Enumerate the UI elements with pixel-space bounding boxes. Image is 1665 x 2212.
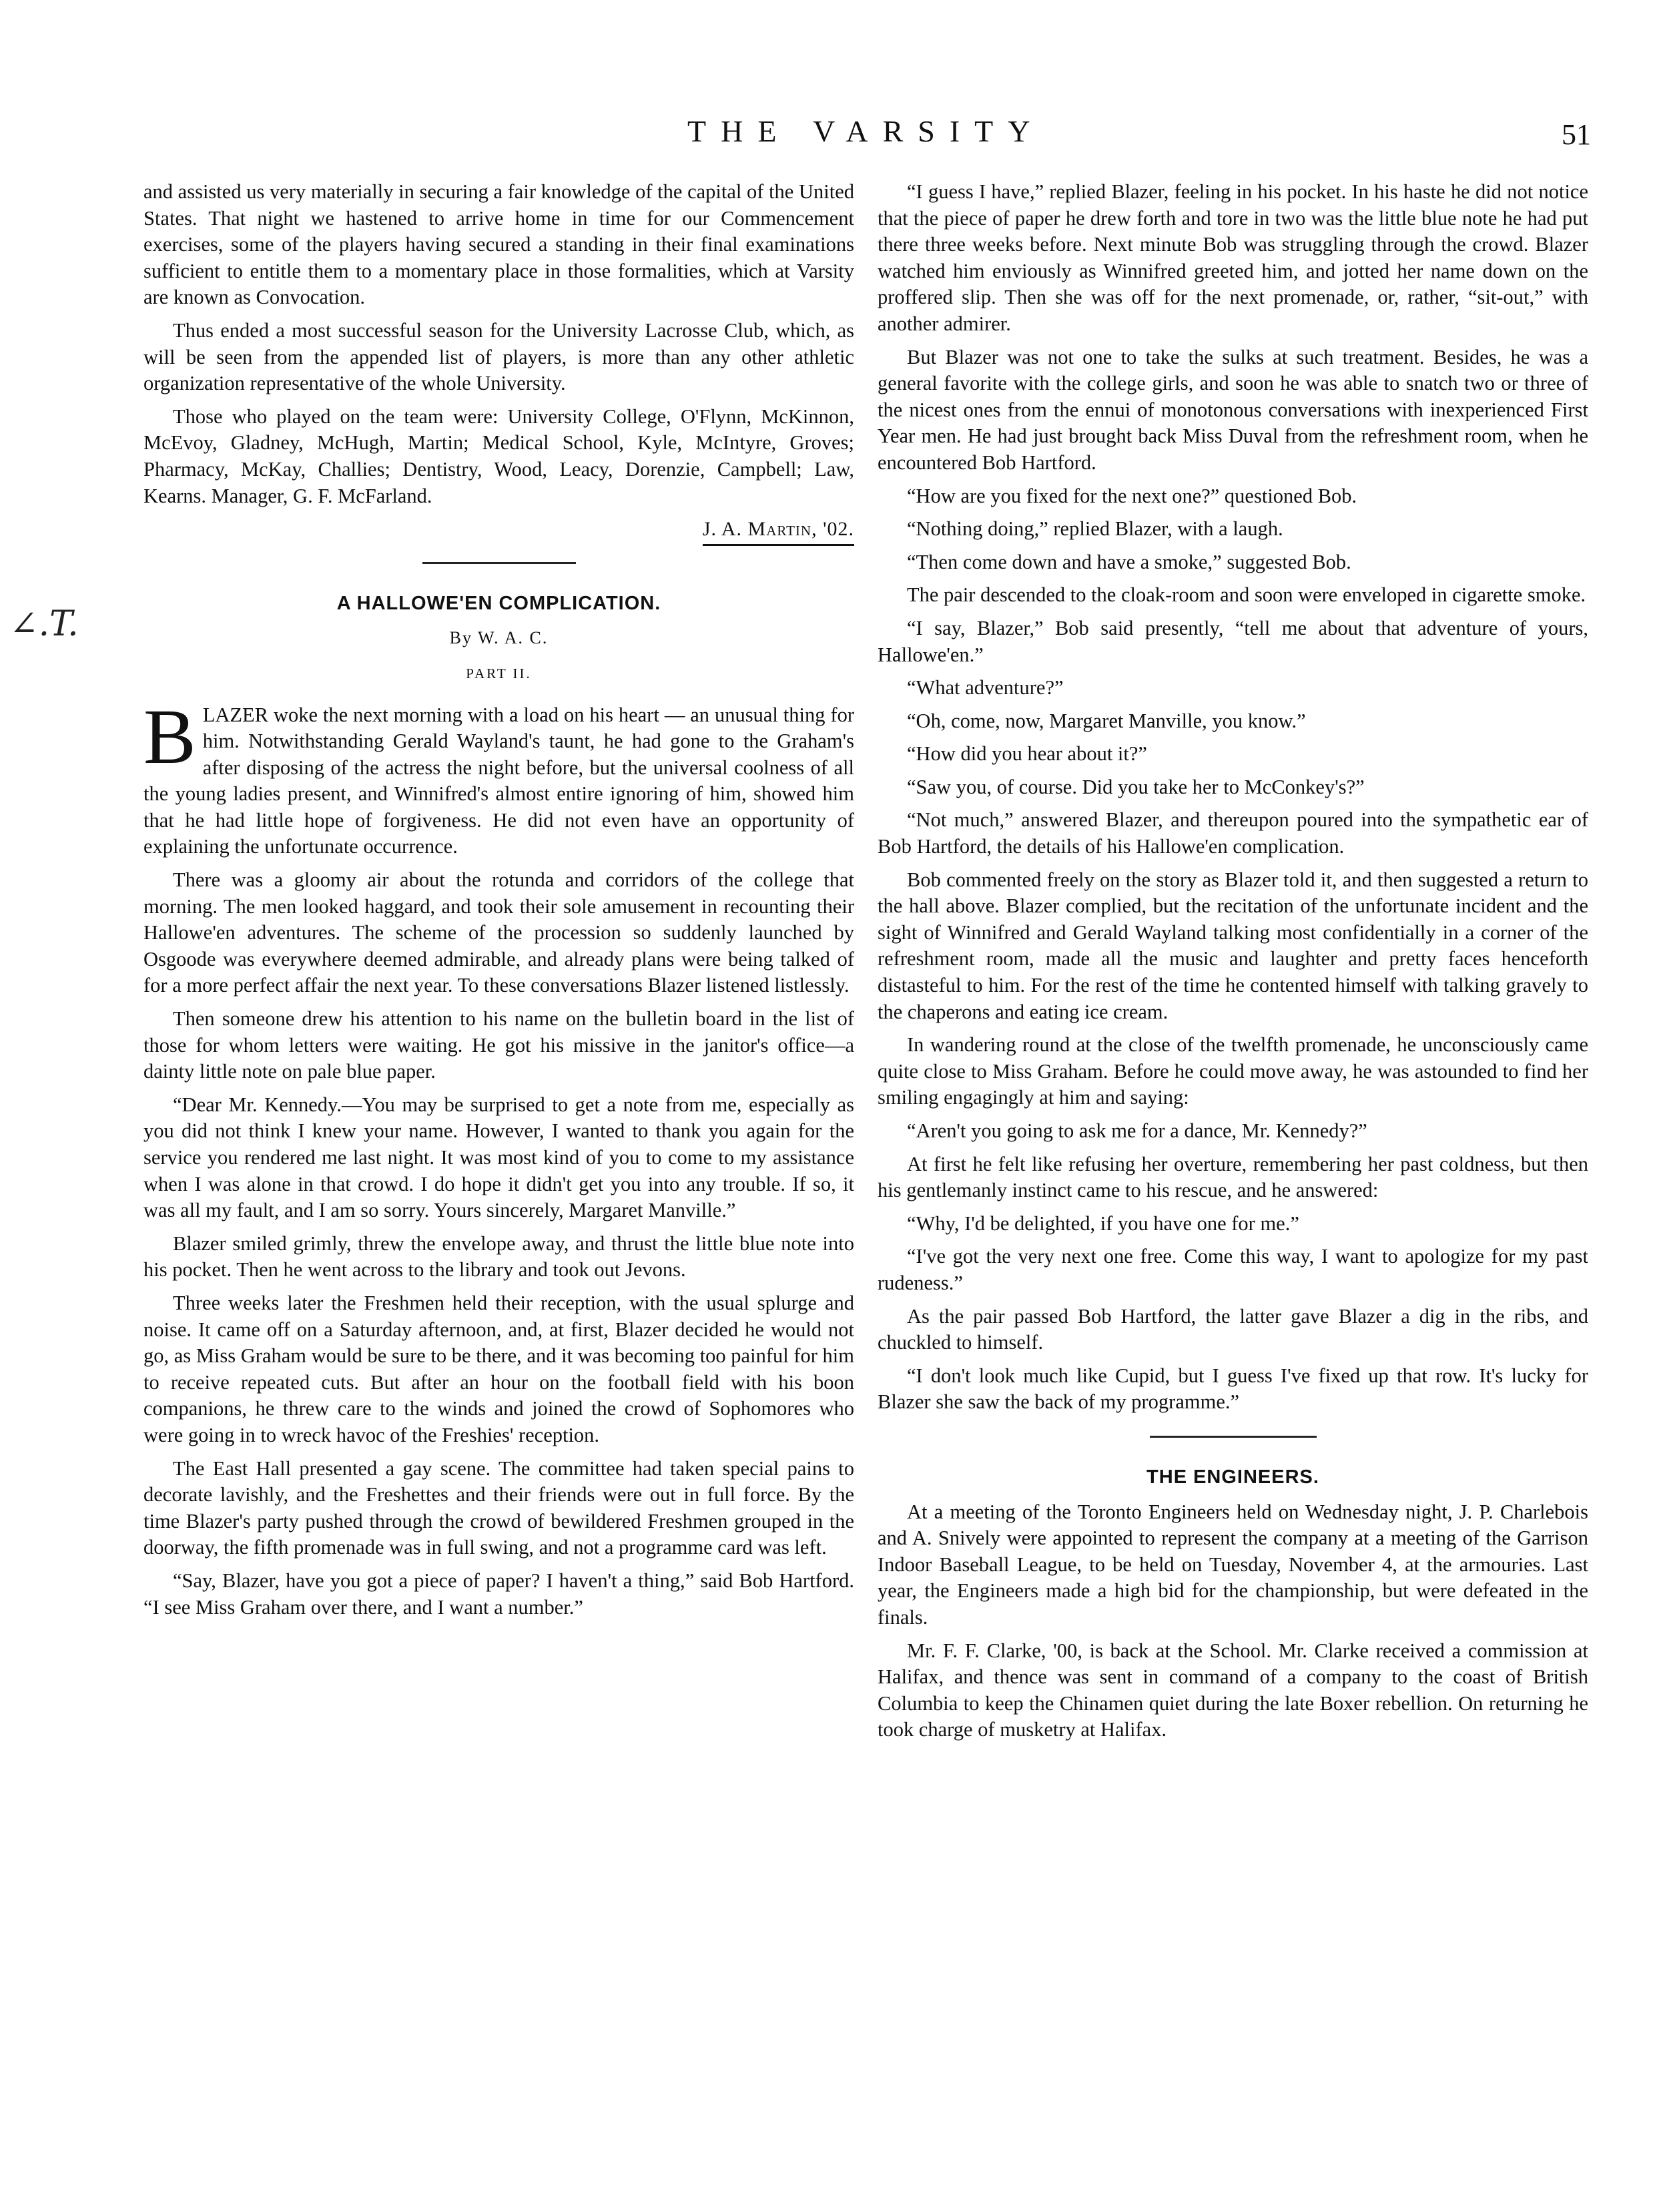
dialogue-line: “How did you hear about it?” [907,742,1147,766]
dialogue-line: “What adventure?” [907,676,1064,700]
page-number: 51 [1562,118,1591,151]
article-byline: By W. A. C. [449,628,549,648]
dialogue-line: “Saw you, of course. Did you take her to McConkey's?” [907,775,1365,798]
left-column [143,179,854,1627]
paragraph: Thus ended a most successful season for the University Lacrosse Club, which, as will be seen from the appended list of players, is more than any other athletic organization representative of the whole University. [143,318,854,395]
dialogue-line: “I don't look much like Cupid, but I guess I've fixed up that row. It's lucky for Blazer she saw the back of my programme.” [878,1364,1588,1414]
dialogue-line: “Then come down and have a smoke,” suggested Bob. [907,550,1351,573]
section-title: THE ENGINEERS. [1146,1466,1319,1488]
paragraph: In wandering round at the close of the twelfth promenade, he unconsciously came quite close to Miss Graham. Before he could move away, he was astounded to find her smiling engagingly at him and saying: [878,1033,1588,1109]
drop-cap: B [143,692,196,780]
masthead-title: THE VARSITY [687,114,1045,148]
paragraph: “Say, Blazer, have you got a piece of paper? I haven't a thing,” said Bob Hartford. “I see Miss Graham over there, and I want a number.” [143,1569,854,1619]
paragraph: Three weeks later the Freshmen held their reception, with the usual splurge and noise. It came off on a Saturday afternoon, and, at first, Blazer decided he would not go, as Miss Graham would be sure to be there, and it was becoming too painful for him to receive repeated cuts. But after an hour on the football field with his boon companions, he threw care to the winds and joined the crowd of Sophomores who were going in to wreck havoc of the Freshies' reception. [143,1291,854,1446]
dialogue-line: “Oh, come, now, Margaret Manville, you know.” [907,709,1306,732]
paragraph: The East Hall presented a gay scene. The committee had taken special pains to decorate lavishly, and the Freshettes and their friends were out in full force. By the time Blazer's party pushed through the crowd of bewildered Freshmen grouped in the doorway, the fifth promenade was in full swing, and not a programme card was left. [143,1456,854,1559]
handwritten-margin-note: ∠.T. [9,604,79,644]
paragraph: Mr. F. F. Clarke, '00, is back at the School. Mr. Clarke received a commission at Halifax, and thence was sent in command of a company to the coast of British Columbia to keep the Chinamen quiet during the late Boxer rebellion. On returning he took charge of musketry at Halifax. [878,1639,1588,1741]
author-signature [143,516,854,546]
article-title: A HALLOWE'EN COMPLICATION. [336,592,661,614]
dialogue-line: “How are you fixed for the next one?” questioned Bob. [907,484,1357,507]
paragraph: As the pair passed Bob Hartford, the latter gave Blazer a dig in the ribs, and chuckled to himself. [878,1304,1588,1354]
paragraph: Those who played on the team were: University College, O'Flynn, McKinnon, McEvoy, Gladney, McHugh, Martin; Medical School, Kyle, McIntyre, Groves; Pharmacy, McKay, Challies; Dentistry, Wood, Leacy, Dorenzie, Campbell; Law, Kearns. Manager, G. F. McFarland. [143,404,854,507]
letter-quote: “Dear Mr. Kennedy.—You may be surprised to get a note from me, especially as you did not think I knew your name. However, I wanted to thank you again for the service you rendered me last night. It was most kind of you to come to my assistance when I was alone in that crowd. I do hope it didn't get you into any trouble. If so, it was all my fault, and I am so sorry. Yours sincerely, Margaret Manville.” [143,1093,854,1222]
paragraph: Bob commented freely on the story as Blazer told it, and then suggested a return to the hall above. Blazer complied, but the recitation of the unfortunate incident and the sight of Winnifred and Gerald Wayland talking most confidentially in a corner of the refreshment room, made all the music and laughter and pretty faces henceforth distasteful to him. For the rest of the time he contented himself with talking gravely to the chaperons and eating ice cream. [878,868,1588,1023]
dialogue-line: “Aren't you going to ask me for a dance, Mr. Kennedy?” [907,1119,1367,1142]
section-divider [422,562,576,564]
paragraph: At first he felt like refusing her overture, remembering her past coldness, but then his gentlemanly instinct came to his rescue, and he answered: [878,1152,1588,1202]
opening-paragraph [143,692,854,861]
dialogue-line: “Nothing doing,” replied Blazer, with a laugh. [907,517,1283,541]
paragraph: “Not much,” answered Blazer, and thereupon poured into the sympathetic ear of Bob Hartford, the details of his Hallowe'en complication. [878,808,1588,858]
paragraph: There was a gloomy air about the rotunda and corridors of the college that morning. The men looked haggard, and took their sole amusement in recounting their Hallowe'en adventures. The scheme of the procession so suddenly launched by Osgoode was everywhere deemed admirable, and already plans were being talked of for a more perfect affair the next year. To these conversations Blazer listened listlessly. [143,868,854,997]
section-divider [1150,1436,1317,1438]
opening-text: LAZER woke the next morning with a load on his heart — an unusual thing for him. Notwithstanding Gerald Wayland's taunt, he had gone to the Graham's after disposing of the actress the night before, but the universal coolness of all the young ladies present, and Winnifred's almost entire ignoring of him, showed him that he had little hope of forgiveness. He did not even have an opportunity of explaining the unfortunate occurrence. [143,703,854,858]
paragraph: “I guess I have,” replied Blazer, feeling in his pocket. In his haste he did not notice that the piece of paper he drew forth and tore in two was the little blue note he had put there three weeks before. Next minute Bob was struggling through the crowd. Blazer watched him enviously as Winnifred greeted him, and jotted her name down on the proffered slip. Then she was off for the next promenade, or, rather, “sit-out,” with another admirer. [878,180,1588,335]
article-part: PART II. [466,665,532,681]
dialogue-line: “Why, I'd be delighted, if you have one for me.” [907,1211,1299,1235]
paragraph: and assisted us very materially in securing a fair knowledge of the capital of the United States. That night we hastened to arrive home in time for our Commencement exercises, some of the players having secured a standing in their final examinations sufficient to entitle them to a momentary place in those formalities, which at Varsity are known as Convocation. [143,180,854,309]
paragraph: But Blazer was not one to take the sulks at such treatment. Besides, he was a general favorite with the college girls, and soon he was able to snatch two or three of the nicest ones from the ennui of monotonous conversations with inexperienced First Year men. He had just brought back Miss Duval from the refreshment room, when he encountered Bob Hartford. [878,345,1588,474]
dialogue-line: “I say, Blazer,” Bob said presently, “tell me about that adventure of yours, Hallowe'en.” [878,616,1588,666]
paragraph: Then someone drew his attention to his name on the bulletin board in the list of those for whom letters were waiting. He got his missive in the janitor's office—a dainty little note on pale blue paper. [143,1007,854,1083]
paragraph: Blazer smiled grimly, threw the envelope away, and thrust the little blue note into his pocket. Then he went across to the library and took out Jevons. [143,1231,854,1282]
paragraph: The pair descended to the cloak-room and soon were enveloped in cigarette smoke. [907,583,1586,607]
signature-text: J. A. Martin, '02. [703,516,854,546]
page-header [0,113,1665,160]
dialogue-line: “I've got the very next one free. Come this way, I want to apologize for my past rudeness.” [878,1245,1588,1294]
paragraph: At a meeting of the Toronto Engineers held on Wednesday night, J. P. Charlebois and A. Snively were appointed to represent the company at a meeting of the Garrison Indoor Baseball League, to be held on Tuesday, November 4, at the armouries. Last year, the Engineers made a high bid for the championship, but were defeated in the finals. [878,1500,1588,1629]
right-column [878,179,1588,1750]
